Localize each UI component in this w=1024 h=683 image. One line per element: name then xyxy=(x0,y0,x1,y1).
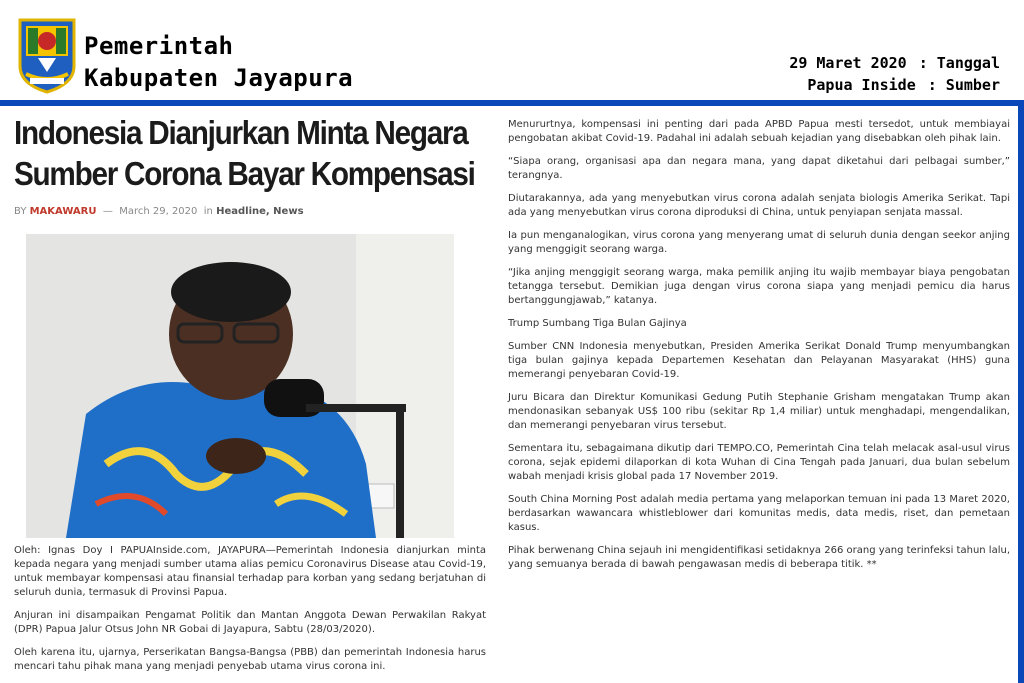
date-label: : Tanggal xyxy=(918,54,1000,72)
source-label: : Sumber xyxy=(927,76,1000,94)
byline-separator: — xyxy=(102,206,113,217)
paragraph: Ia pun menganalogikan, virus corona yang menyerang umat di seluruh dunia dengan seekor anjing yang menggigit seorang warga. xyxy=(508,230,1010,255)
header-divider xyxy=(0,100,1024,106)
right-frame-border xyxy=(1018,100,1024,683)
author-link[interactable]: MAKAWARU xyxy=(29,206,97,217)
date-row xyxy=(789,52,1000,74)
jayapura-emblem-icon xyxy=(16,14,78,94)
gov-title-line1: Pemerintah xyxy=(84,32,234,60)
paragraph: Menururtnya, kompensasi ini penting dari pada APBD Papua mesti tersedot, untuk membiayai pengobatan akibat Covid-19. Padahal ini adalah sebuah kejadian yang disebabkan oleh pihak lain. xyxy=(508,119,1010,144)
article-photo xyxy=(26,234,454,538)
byline-in: in xyxy=(203,206,213,217)
government-title xyxy=(84,30,353,94)
paragraph: South China Morning Post adalah media pertama yang melaporkan temuan ini pada 13 Maret 2020, berdasarkan wawancara whistleblower dari komunitas medis, data medis, riset, dan pemetaan kasus. xyxy=(508,494,1010,533)
publish-date: March 29, 2020 xyxy=(119,206,198,217)
source-row xyxy=(789,74,1000,96)
byline-by: BY xyxy=(14,206,27,217)
paragraph: Anjuran ini disampaikan Pengamat Politik dan Mantan Anggota Dewan Perwakilan Rakyat (DPR) Papua Jalur Otsus John NR Gobai di Jayapura, Sabtu (28/03/2020). xyxy=(14,610,486,635)
article-head xyxy=(14,112,488,217)
date-value: 29 Maret 2020 xyxy=(789,54,907,72)
paragraph: Juru Bicara dan Direktur Komunikasi Gedung Putih Stephanie Grisham mengatakan Trump akan mendonasikan sebanyak US$ 100 ribu (sekitar Rp 1,4 miliar) untuk menghadapi, mengendalikan, dan memerangi penyebaran virus tersebut. xyxy=(508,392,1010,431)
article-byline xyxy=(14,206,488,217)
paragraph: Sementara itu, sebagaimana dikutip dari TEMPO.CO, Pemerintah Cina telah melacak asal-usul virus corona, sejak epidemi dilaporkan di kota Wuhan di Cina Tengah pada Januari, dua bulan sebelum wabah menjadi krisis global pada 17 November 2019. xyxy=(508,443,1010,482)
paragraph: Oleh: Ignas Doy I PAPUAInside.com, JAYAPURA—Pemerintah Indonesia dianjurkan minta kepada negara yang menjadi sumber utama alias pemicu Coronavirus Disease atau Covid-19, untuk membayar kompensasi atau finansial terhadap para korban yang sedang berjatuhan di seluruh dunia, termasuk di Provinsi Papua. xyxy=(14,545,486,598)
category-links[interactable]: Headline, News xyxy=(216,206,304,217)
gov-title-line2: Kabupaten Jayapura xyxy=(84,64,354,92)
paragraph: “Jika anjing menggigit seorang warga, maka pemilik anjing itu wajib membayar biaya pengobatan tetangga tersebut. Demikian juga dengan virus corona siapa yang menjadi pemicu dia harus bertanggungjawab,” katanya. xyxy=(508,267,1010,306)
paragraph: Pihak berwenang China sejauh ini mengidentifikasi setidaknya 266 orang yang terinfeksi tahun lalu, yang semuanya berada di bawah pengawasan medis di beberapa titik. ** xyxy=(508,545,1011,570)
article-body-left xyxy=(14,544,486,683)
paragraph: Sumber CNN Indonesia menyebutkan, Presiden Amerika Serikat Donald Trump menyumbangkan tiga bulan gajinya kepada Departemen Kesehatan dan Pelayanan Masyarakat (HHS) guna memerangi penyebaran Covid-19. xyxy=(508,341,1010,380)
subheading: Trump Sumbang Tiga Bulan Gajinya xyxy=(508,318,687,329)
page-header xyxy=(0,0,1024,103)
article-body-right xyxy=(508,118,1010,581)
speaker-photo-illustration xyxy=(26,234,454,538)
source-value: Papua Inside xyxy=(807,76,916,94)
clipping-meta xyxy=(789,52,1000,96)
paragraph: Oleh karena itu, ujarnya, Perserikatan Bangsa-Bangsa (PBB) dan pemerintah Indonesia harus mencari tahu pihak mana yang menjadi penyebab utama virus corona ini. xyxy=(14,647,486,672)
article-headline: Indonesia Dianjurkan Minta Negara Sumber Corona Bayar Kompensasi xyxy=(14,114,475,192)
paragraph: Diutarakannya, ada yang menyebutkan virus corona adalah senjata biologis Amerika Serikat. Tapi ada yang menyebutkan virus corona diproduksi di China, untuk penyiapan senjata massal. xyxy=(508,193,1010,218)
paragraph: “Siapa orang, organisasi apa dan negara mana, yang dapat diketahui dari pelbagai sumber,” terangnya. xyxy=(508,156,1010,181)
